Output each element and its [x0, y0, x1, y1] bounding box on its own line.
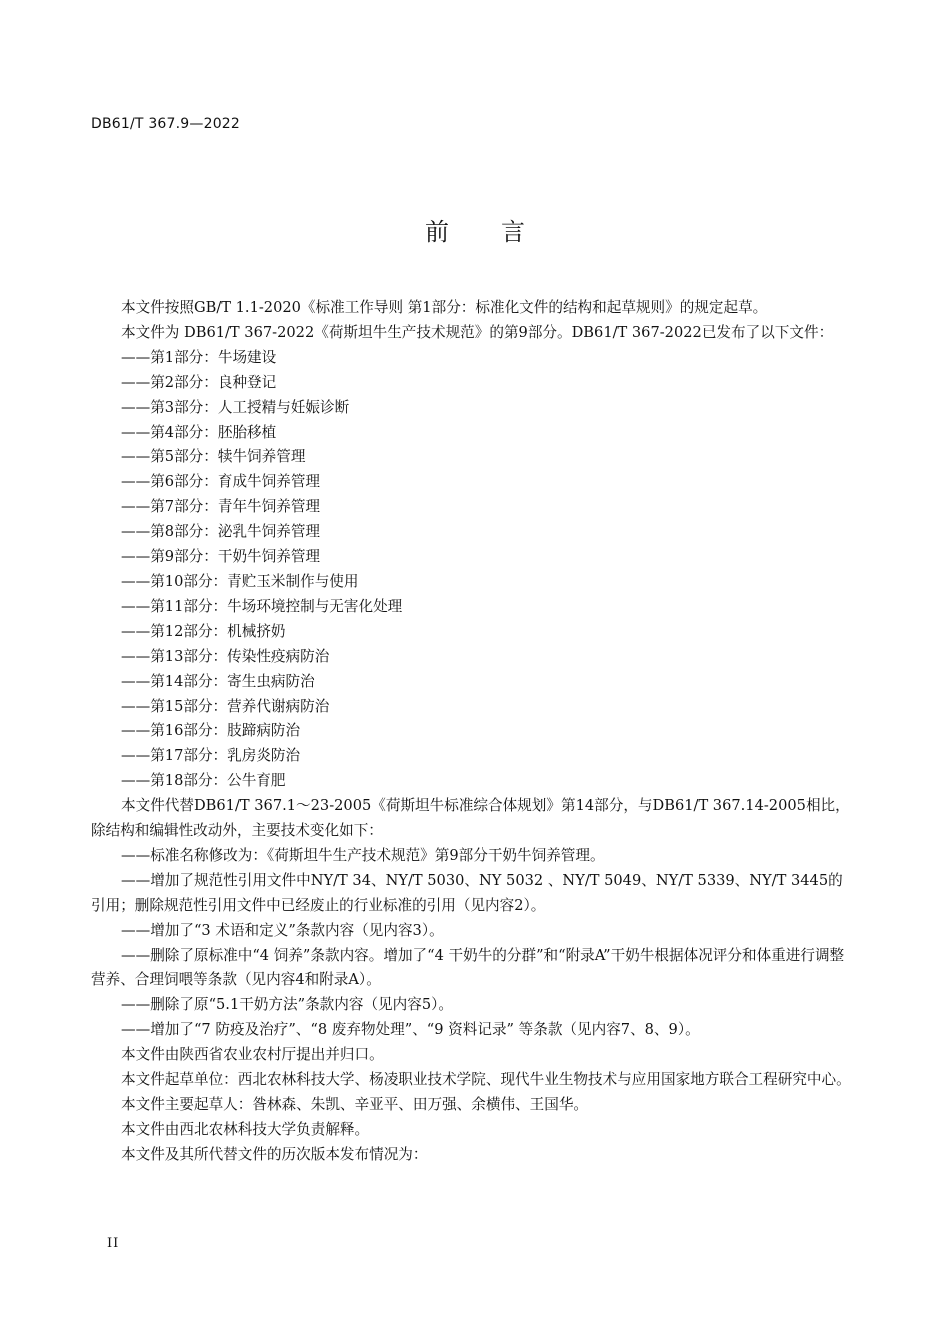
replace-paragraph: 本文件代替DB61/T 367.1～23-2005《荷斯坦牛标准综合体规划》第14部分，与DB61/T 367.14-2005相比，除结构和编辑性改动外，主要技术变化如下：: [91, 797, 850, 840]
list-item: ——第2部分：良种登记: [121, 373, 277, 391]
list-item: ——第6部分：育成牛饲养管理: [121, 473, 321, 491]
list-item: ——第3部分：人工授精与妊娠诊断: [121, 398, 350, 416]
list-item: ——第13部分：传染性疫病防治: [121, 647, 330, 665]
document-body: [91, 296, 851, 1168]
list-item: ——第8部分：泌乳牛饲养管理: [121, 523, 321, 541]
intro-paragraph: 本文件按照GB/T 1.1-2020《标准工作导则 第1部分：标准化文件的结构和起草规则》的规定起草。: [121, 299, 768, 316]
list-item: ——第4部分：胚胎移植: [121, 423, 277, 441]
intro-paragraph: 本文件为 DB61/T 367-2022《荷斯坦牛生产技术规范》的第9部分。DB61/T 367-2022已发布了以下文件：: [121, 323, 834, 341]
list-item: ——第17部分：乳房炎防治: [121, 747, 301, 765]
list-item: ——第15部分：营养代谢病防治: [121, 697, 330, 715]
list-item: ——第11部分：牛场环境控制与无害化处理: [121, 597, 403, 615]
list-item: ——第7部分：青年牛饲养管理: [121, 498, 321, 516]
changes-list: [91, 844, 851, 1043]
page-title: 前言: [425, 218, 577, 246]
list-item: ——第5部分：犊牛饲养管理: [121, 448, 306, 466]
change-item: ——增加了“7 防疫及治疗”、“8 废弃物处理”、“9 资料记录” 等条款（见内容7、8、9）。: [121, 1021, 700, 1039]
change-item: ——删除了原标准中“4 饲养”条款内容。增加了“4 干奶牛的分群”和“附录A”干奶牛根据体况评分和体重进行调整营养、合理饲喂等条款（见内容4和附录A）。: [91, 946, 845, 989]
closing-paragraph: 本文件起草单位：西北农林科技大学、杨凌职业技术学院、现代牛业生物技术与应用国家地方联合工程研究中心。: [121, 1071, 851, 1089]
list-item: ——第1部分：牛场建设: [121, 348, 277, 366]
list-item: ——第10部分：青贮玉米制作与使用: [121, 572, 359, 590]
list-item: ——第12部分：机械挤奶: [121, 622, 286, 640]
closing-paragraph: 本文件主要起草人：昝林森、朱凯、辛亚平、田万强、余横伟、王国华。: [121, 1096, 589, 1113]
list-item: ——第9部分：干奶牛饲养管理: [121, 548, 321, 566]
closing-paragraph: 本文件及其所代替文件的历次版本发布情况为：: [121, 1145, 428, 1163]
list-item: ——第18部分：公牛育肥: [121, 772, 286, 790]
parts-list: [91, 346, 851, 794]
closing-paragraph: 本文件由西北农林科技大学负责解释。: [121, 1120, 370, 1138]
change-item: ——增加了“3 术语和定义”条款内容（见内容3）。: [121, 921, 444, 939]
closing-paragraph: 本文件由陕西省农业农村厅提出并归口。: [121, 1046, 384, 1064]
list-item: ——第16部分：肢蹄病防治: [121, 722, 301, 740]
change-item: ——标准名称修改为：《荷斯坦牛生产技术规范》第9部分干奶牛饲养管理。: [121, 846, 605, 864]
list-item: ——第14部分：寄生虫病防治: [121, 672, 315, 690]
document-code: DB61/T 367.9—2022: [91, 116, 241, 132]
change-item: ——增加了规范性引用文件中NY/T 34、NY/T 5030、NY 5032 、NY/T 5049、NY/T 5339、NY/T 3445的引用；删除规范性引用文件中已经废止的行业标准的引用（见内容2）。: [91, 871, 843, 914]
page-number: II: [107, 1236, 120, 1251]
change-item: ——删除了原“5.1干奶方法”条款内容（见内容5）。: [121, 996, 453, 1014]
